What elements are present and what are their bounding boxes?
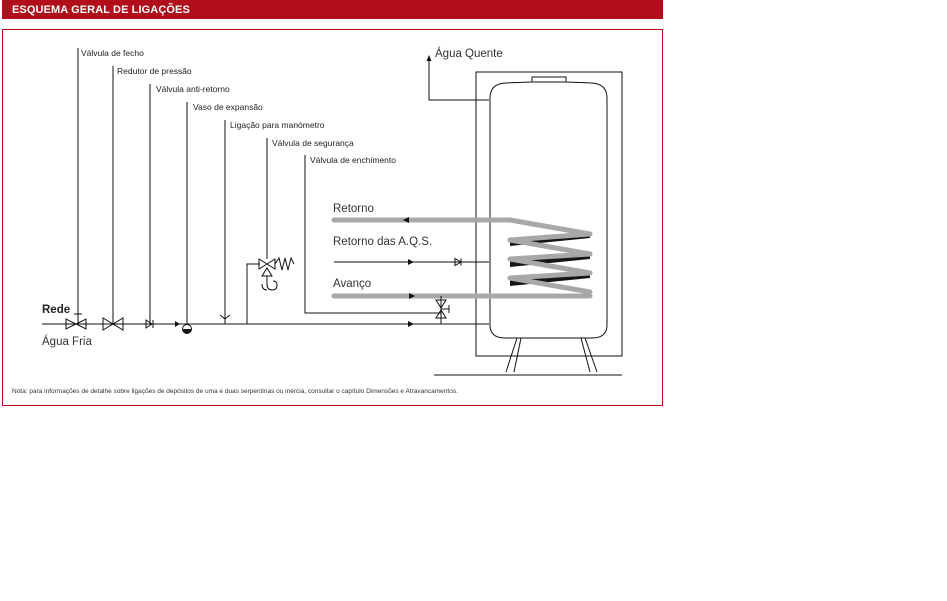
tank-legs [506,338,597,372]
label-vaso-expansao: Vaso de expansão [193,102,263,112]
label-valvula-enchimento: Válvula de enchimento [310,155,397,165]
label-redutor-pressao: Redutor de pressão [117,66,192,76]
hot-water-arrow [427,55,432,61]
tank-vessel [490,77,607,338]
cold-water-arrow [408,321,414,327]
label-valvula-anti-retorno: Válvula anti-retorno [156,84,230,94]
leader-valvula-enchimento [305,155,441,313]
hot-water-pipe [429,56,489,100]
label-valvula-seguranca: Válvula de segurança [272,138,354,148]
label-agua-fria: Água Fria [42,336,92,348]
tank-enclosure [476,72,622,356]
heating-coil [510,220,590,292]
label-valvula-fecho: Válvula de fecho [81,48,144,58]
label-rede: Rede [42,304,71,316]
valvula-seguranca-symbol [259,259,267,269]
section-header: ESQUEMA GERAL DE LIGAÇÕES [2,0,663,19]
label-avanco: Avanço [333,278,372,290]
safety-valve-spring [275,258,294,270]
safety-valve-branch [247,264,260,324]
label-retorno-aqs: Retorno das A.Q.S. [333,236,433,248]
label-agua-quente: Água Quente [435,48,503,60]
retorno-aqs-arrow [408,259,414,265]
safety-valve-drain [262,276,277,290]
label-ligacao-manometro: Ligação para manómetro [230,120,325,130]
footnote: Nota: para informações de detalhe sobre ligações de depósitos de uma e duas serpentinas ou inércia, consultar o capítulo Dimensões e Atravancamentos. [12,388,458,395]
label-retorno: Retorno [333,203,374,215]
